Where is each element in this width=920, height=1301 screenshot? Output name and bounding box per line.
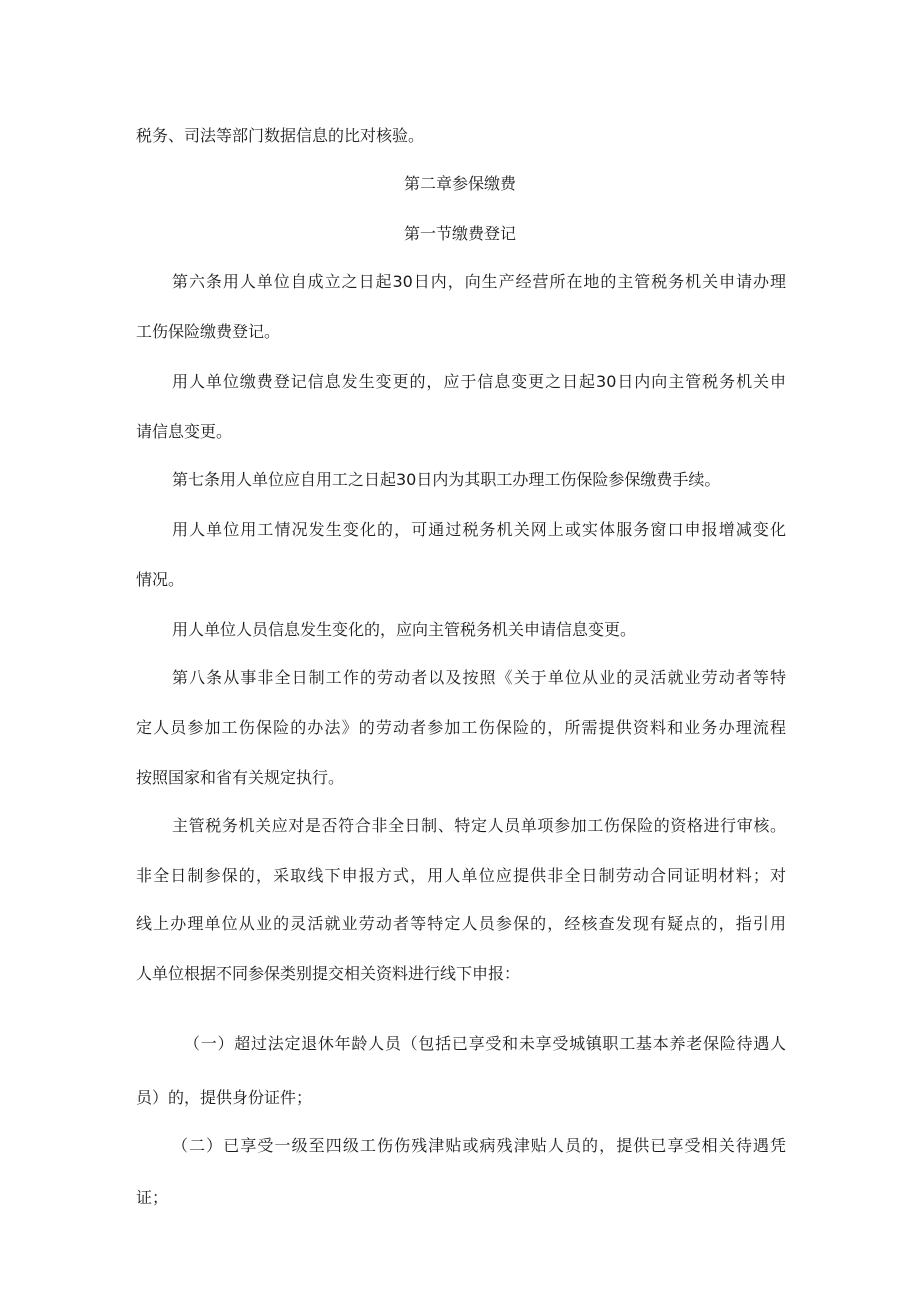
text-line: 税务、司法等部门数据信息的比对核验。 — [136, 126, 425, 145]
section-title: 第一节缴费登记 — [403, 224, 516, 243]
list-item-1-line-2: 员）的，提供身份证件； — [136, 1088, 313, 1107]
paragraph-line: 用人单位缴费登记信息发生变更的，应于信息变更之日起30日内向主管税务机关申 — [172, 372, 786, 391]
article-8-line-3: 按照国家和省有关规定执行。 — [136, 768, 345, 787]
list-item-2-line-1: （二）已享受一级至四级工伤伤残津贴或病残津贴人员的，提供已享受相关待遇凭 — [172, 1136, 786, 1155]
list-item-2-line-2: 证； — [136, 1188, 169, 1207]
chapter-title: 第二章参保缴费 — [403, 174, 516, 193]
paragraph-line: 线上办理单位从业的灵活就业劳动者等特定人员参保的，经核查发现有疑点的，指引用 — [136, 914, 786, 933]
paragraph-line: 主管税务机关应对是否符合非全日制、特定人员单项参加工伤保险的资格进行审核。 — [172, 816, 786, 835]
article-6-line-1: 第六条用人单位自成立之日起30日内，向生产经营所在地的主管税务机关申请办理 — [172, 272, 786, 291]
paragraph-line: 情况。 — [136, 570, 185, 589]
paragraph-line: 非全日制参保的，采取线下申报方式，用人单位应提供非全日制劳动合同证明材料；对 — [136, 866, 786, 885]
paragraph-line: 人单位根据不同参保类别提交相关资料进行线下申报： — [136, 964, 521, 983]
article-7-line-1: 第七条用人单位应自用工之日起30日内为其职工办理工伤保险参保缴费手续。 — [172, 470, 721, 489]
article-8-line-2: 定人员参加工伤保险的办法》的劳动者参加工伤保险的，所需提供资料和业务办理流程 — [136, 718, 786, 737]
paragraph-line: 用人单位人员信息发生变化的，应向主管税务机关申请信息变更。 — [172, 620, 637, 639]
paragraph-line: 用人单位用工情况发生变化的，可通过税务机关网上或实体服务窗口申报增减变化 — [172, 520, 786, 539]
article-6-line-2: 工伤保险缴费登记。 — [136, 322, 281, 341]
article-8-line-1: 第八条从事非全日制工作的劳动者以及按照《关于单位从业的灵活就业劳动者等特 — [172, 668, 786, 687]
paragraph-line: 请信息变更。 — [136, 422, 233, 441]
list-item-1-line-1: （一）超过法定退休年龄人员（包括已享受和未享受城镇职工基本养老保险待遇人 — [184, 1034, 786, 1053]
